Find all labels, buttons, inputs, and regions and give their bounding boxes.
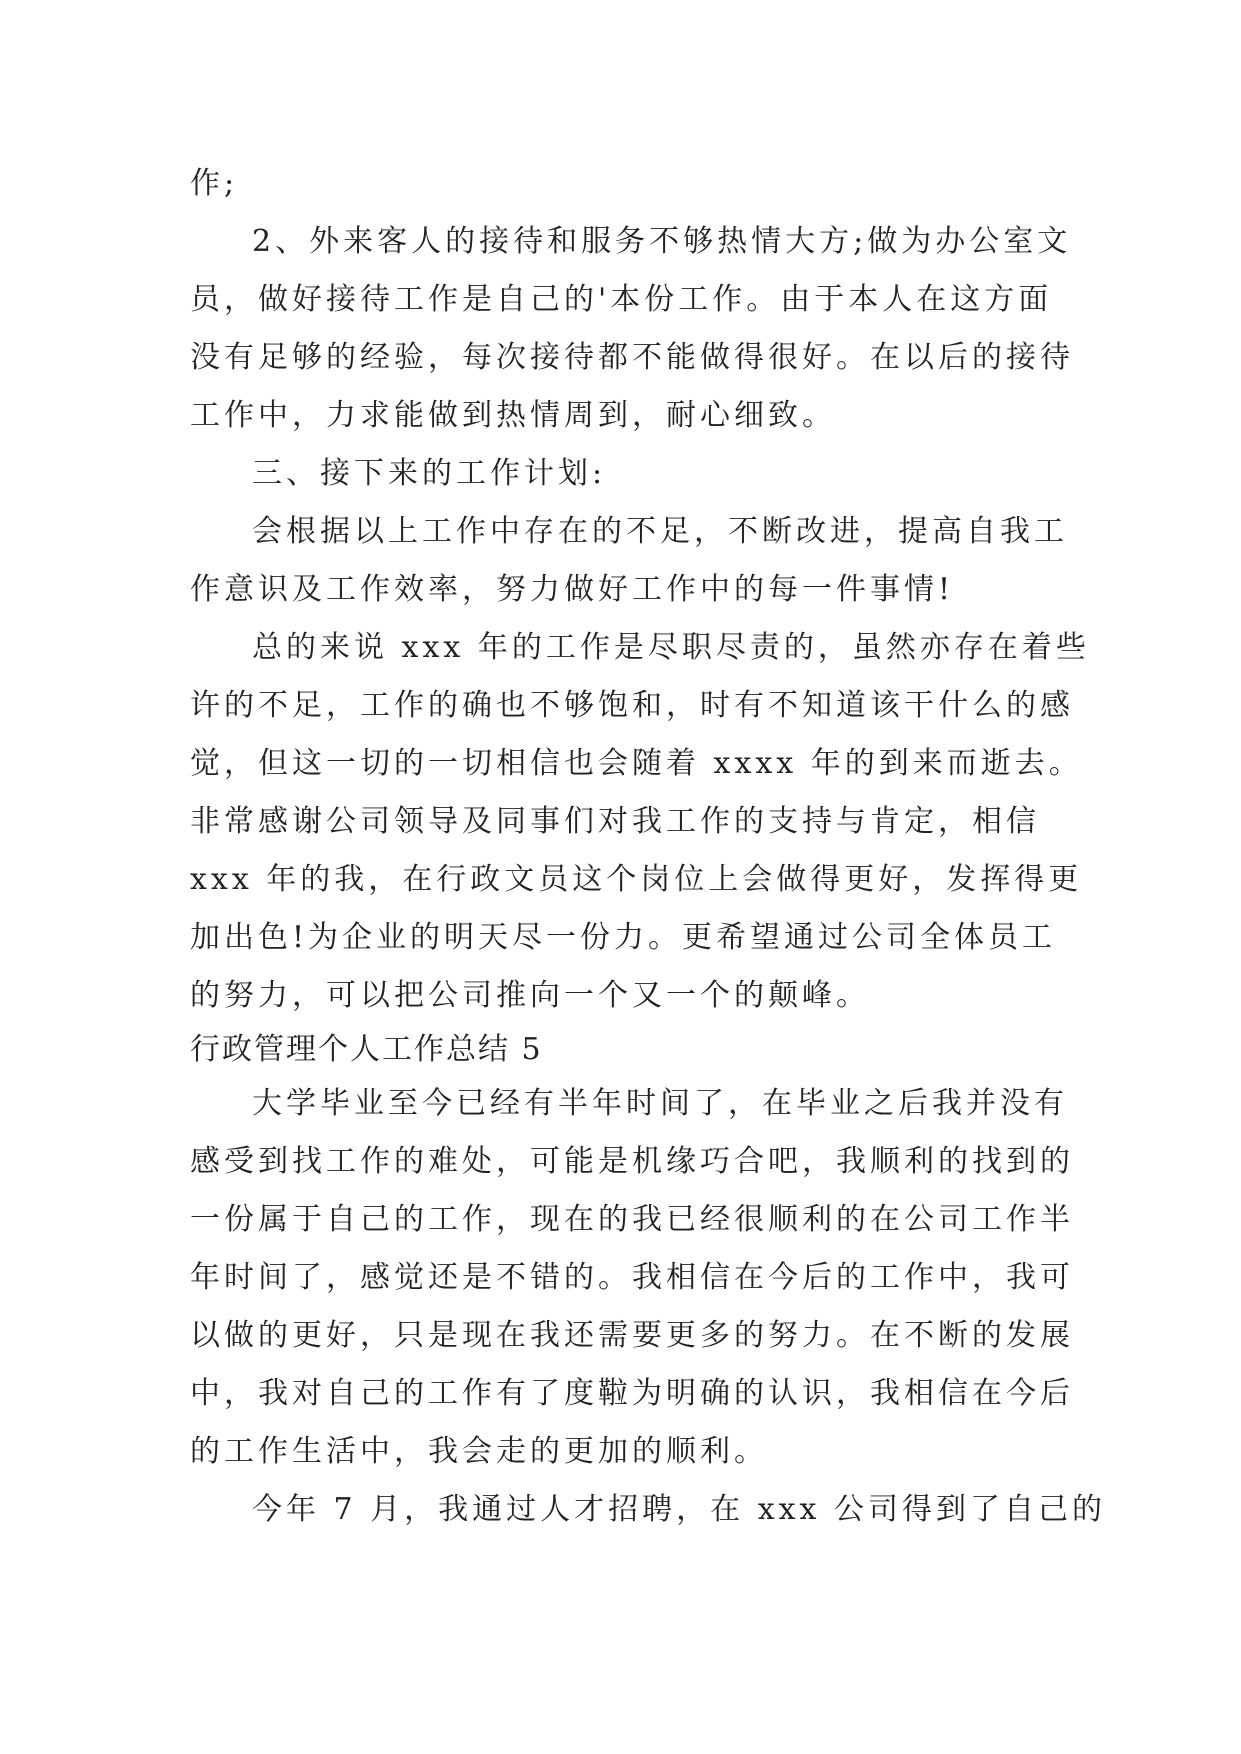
text-line: 工作中，力求能做到热情周到，耐心细致。 bbox=[190, 398, 836, 433]
section-heading: 三、接下来的工作计划: bbox=[252, 456, 607, 491]
text-line: 非常感谢公司领导及同事们对我工作的支持与肯定，相信 bbox=[190, 804, 1040, 839]
article-title: 行政管理个人工作总结 5 bbox=[190, 1032, 543, 1067]
paragraph-first-line: 大学毕业至今已经有半年时间了，在毕业之后我并没有 bbox=[252, 1086, 1068, 1121]
paragraph-first-line: 会根据以上工作中存在的不足，不断改进，提高自我工 bbox=[252, 514, 1068, 549]
text-line: 许的不足，工作的确也不够饱和，时有不知道该干什么的感 bbox=[190, 688, 1074, 723]
text-line: 中，我对自己的工作有了度鞡为明确的认识，我相信在今后 bbox=[190, 1376, 1074, 1411]
paragraph-first-line: 今年 7 月，我通过人才招聘，在 xxx 公司得到了自己的 bbox=[252, 1492, 1106, 1527]
text-line: 觉，但这一切的一切相信也会随着 xxxx 年的到来而逝去。 bbox=[190, 746, 1083, 781]
text-line: 作; bbox=[190, 166, 239, 201]
document-body bbox=[190, 155, 1106, 1539]
text-line: 感受到找工作的难处，可能是机缘巧合吧，我顺利的找到的 bbox=[190, 1144, 1074, 1179]
text-line: 的工作生活中，我会走的更加的顺利。 bbox=[190, 1434, 768, 1469]
text-line: 的努力，可以把公司推向一个又一个的颠峰。 bbox=[190, 978, 870, 1013]
text-line: 作意识及工作效率，努力做好工作中的每一件事情! bbox=[190, 572, 955, 607]
paragraph-first-line: 2、外来客人的接待和服务不够热情大方;做为办公室文 bbox=[252, 224, 1072, 259]
text-line: 一份属于自己的工作，现在的我已经很顺利的在公司工作半 bbox=[190, 1202, 1074, 1237]
text-line: 没有足够的经验，每次接待都不能做得很好。在以后的接待 bbox=[190, 340, 1074, 375]
paragraph-first-line: 总的来说 xxx 年的工作是尽职尽责的，虽然亦存在着些 bbox=[252, 630, 1090, 665]
text-line: 员，做好接待工作是自己的'本份工作。由于本人在这方面 bbox=[190, 282, 1053, 317]
text-line: 年时间了，感觉还是不错的。我相信在今后的工作中，我可 bbox=[190, 1260, 1074, 1295]
text-line: xxx 年的我，在行政文员这个岗位上会做得更好，发挥得更 bbox=[190, 862, 1083, 897]
text-line: 以做的更好，只是现在我还需要更多的努力。在不断的发展 bbox=[190, 1318, 1074, 1353]
text-line: 加出色!为企业的明天尽一份力。更希望通过公司全体员工 bbox=[190, 920, 1057, 955]
